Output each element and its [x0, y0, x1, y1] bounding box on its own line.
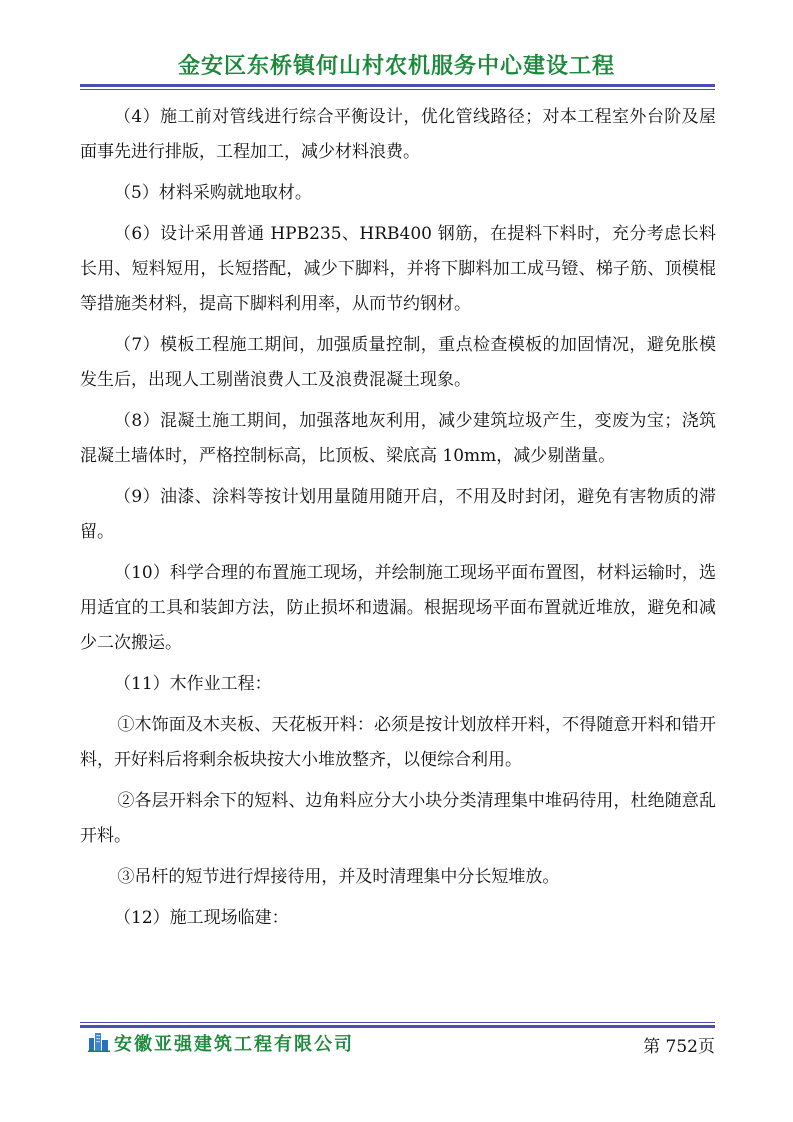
paragraph-11-item-1: ①木饰面及木夹板、天花板开料：必须是按计划放样开料，不得随意开料和错开料，开好料后将剩余板块按大小堆放整齐，以便综合利用。: [80, 715, 716, 770]
paragraph-11-item-3: ③吊杆的短节进行焊接待用，并及时清理集中分长短堆放。: [117, 867, 560, 887]
paragraph-8: （8）混凝土施工期间，加强落地灰利用，减少建筑垃圾产生，变废为宝；浇筑混凝土墙体时，严格控制标高，比顶板、梁底高 10mm，减少剔凿量。: [80, 411, 716, 466]
document-header-title: 金安区东桥镇何山村农机服务中心建设工程: [177, 54, 615, 79]
footer-company-block: [88, 1030, 354, 1056]
paragraph-9: （9）油漆、涂料等按计划用量随用随开启，不用及时封闭，避免有害物质的滞留。: [80, 487, 716, 542]
paragraph-5: （5）材料采购就地取材。: [114, 183, 312, 203]
paragraph-7: （7）模板工程施工期间，加强质量控制，重点检查模板的加固情况，避免胀模发生后，出现人工剔凿浪费人工及浪费混凝土现象。: [80, 335, 716, 390]
paragraph-12: （12）施工现场临建：: [114, 908, 289, 928]
building-logo-icon: [88, 1030, 110, 1056]
page-number: 第 752页: [643, 1037, 715, 1057]
footer-rule-thin: [80, 1022, 715, 1023]
paragraph-6: （6）设计采用普通 HPB235、HRB400 钢筋，在提料下料时，充分考虑长料长用、短料短用，长短搭配，减少下脚料，并将下脚料加工成马镫、梯子筋、顶模棍等措施类材料，提高下脚料利用率，从而节约钢材。: [80, 224, 716, 314]
header-rule-thin: [80, 89, 715, 90]
footer-company-name: 安徽亚强建筑工程有限公司: [114, 1034, 354, 1055]
paragraph-10: （10）科学合理的布置施工现场，并绘制施工现场平面布置图，材料运输时，选用适宜的工具和装卸方法，防止损坏和遗漏。根据现场平面布置就近堆放，避免和减少二次搬运。: [80, 563, 716, 653]
paragraph-11: （11）木作业工程：: [114, 674, 272, 694]
header-rule-thick: [80, 84, 715, 87]
paragraph-4: （4）施工前对管线进行综合平衡设计，优化管线路径；对本工程室外台阶及屋面事先进行排版，工程加工，减少材料浪费。: [80, 107, 716, 162]
document-body: [80, 100, 716, 942]
footer-rule-thick: [80, 1025, 715, 1028]
paragraph-11-item-2: ②各层开料余下的短料、边角料应分大小块分类清理集中堆码待用，杜绝随意乱开料。: [80, 791, 716, 846]
